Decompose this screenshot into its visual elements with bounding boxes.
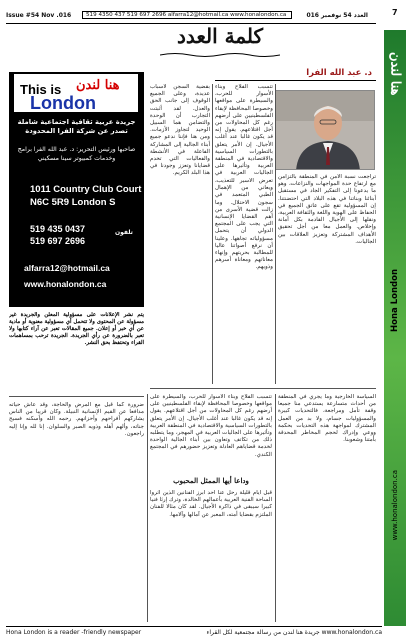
article-text-block: قبل أيام قليلة رحل عنا أحد أبرز الفنانين الذين أثروا الساحة الفنية العربية بأعمالهم الخالدة، وترك إرثا فنيا كبيرا سيبقى في ذاكرة الأجيال. لقد كان مثالا للفنان الملتزم بقضايا أمته، المعبر عن آمالها وآلامها. <box>150 490 272 518</box>
page-footer <box>6 626 382 638</box>
sidebar-name: Hona London <box>390 268 400 332</box>
column-divider <box>147 394 148 622</box>
green-sidebar <box>384 30 406 626</box>
masthead-email[interactable]: alfarra12@hotmail.ca <box>24 263 110 273</box>
masthead-disclaimer: يتم نشر الإعلانات على مسؤولية المعلن والجريدة غير مسؤولة عن المحتوى ولا تتحمل أي مسؤولية معنوية أو مادية عن أي خبر أو إعلان. جميع المقالات تعبر عن آراء كتابها ولا تعبر بالضرورة عن رأي الجريدة. الجريدة ترحب بمساهمات القراء وتحتفظ بحق النشر. <box>9 312 144 346</box>
author-photo <box>275 90 375 170</box>
issue-label-arabic: العدد 54 نوفمبر 016 <box>306 11 368 19</box>
title-ornament <box>160 52 280 58</box>
footer-right: جريدة هنا لندن من رسالة مجتمعية لكل القراء www.honalondon.ca <box>206 629 382 636</box>
masthead-address: 1011 Country Club Court N6C 5R9 London S <box>30 184 142 208</box>
column-divider <box>275 394 276 622</box>
author-name: د. عبد الله الفرا <box>306 68 372 78</box>
masthead-phones: 519 435 0437 519 697 2696 <box>30 224 86 246</box>
logo-arabic: هنا لندن <box>76 78 120 93</box>
article-text-block: تراجعت نسبة الأمن في المنطقة بالتزامن مع ارتفاع حدة المواجهات والنزاعات، وهو ما يدعونا إلى التفكير الجاد في مستقبل أبنائنا وبناتنا في هذه البلاد التي احتضنتنا. إن المسؤولية تقع على عاتق الجميع في الحفاظ على الهوية واللغة والثقافة العربية، ونقلها إلى الأجيال القادمة بكل أمانة وإخلاص. والعمل معا من أجل تحقيق الأهداف المشتركة وتعزيز العلاقات بين الجاليات. <box>278 174 376 245</box>
page-number: 7 <box>392 8 398 17</box>
masthead-description: جريدة عربية ثقافية اجتماعية شاملة تصدر عن شركة الفرا المحدودة <box>17 118 136 135</box>
footer-left: Hona London is a reader -friendly newspaper <box>6 629 142 636</box>
masthead-website[interactable]: www.honalondon.ca <box>24 279 107 289</box>
issue-label: Issue #54 Nov .016 <box>6 11 72 19</box>
article-text-block: تتسبب الفلاح وبناء الأسوار للحرب، والسيطرة على مواقعها وخصوصا المحافظة لإبقاء الفلسطينيين على أرضهم رغم كل المحاولات من أجل اقتلاعهم. يقول إنه قد يكون غالبا عند أغلب الأجيال. إن الأمر يتعلق بالتطورات السياسية والاقتصادية في المنطقة العربية وتأثيرها على الجاليات العربية في المهجر، وما يتطلبه ذلك من تكاتف وتعاون بين أبناء الجالية الواحدة لخدمة قضاياهم العادلة وتعزيز حضورهم في المجتمع الكندي. <box>150 394 272 458</box>
article-text-block: بقضية السجن لأسباب عديدة، وعلى الجميع الوقوف إلى جانب الحق والعدل. لقد أثبتت التجارب أن الوحدة والتضامن هما السبيل الوحيد لتجاوز الأزمات. ومن هنا فإننا ندعو جميع أبناء الجالية إلى المشاركة الفاعلة في الأنشطة والفعاليات التي تخدم قضايانا وتعزز وجودنا في هذا البلد الكريم. <box>150 84 210 177</box>
subheading: وداعا أيها الممثل المحبوب <box>173 476 249 485</box>
article-title: كلمة العدد <box>176 24 264 48</box>
phone-label: تلفون <box>115 229 133 236</box>
masthead-editor: صاحبها ورئيس التحرير: د. عبد الله الفرا برامج وخدمات كمبيوتر سينا مسكيني <box>17 146 136 162</box>
logo-this-is: This is <box>20 82 62 97</box>
article-text-block: ضرورة كما قيل مع المرض والحاجة، وقد عاش حياته مدافعا عن القيم الإنسانية النبيلة. وكان قريبا من الناس يشاركهم أفراحهم وأحزانهم. رحمه الله وأسكنه فسيح جناته، وألهم أهله وذويه الصبر والسلوان. إنا لله وإنا إليه راجعون. <box>9 402 144 437</box>
sidebar-url: www.honalondon.ca <box>391 469 399 541</box>
section-divider <box>9 396 144 397</box>
header-strip <box>6 9 376 21</box>
sidebar-logo: هنا لندن <box>387 52 403 96</box>
article-text-block: تعرض الأسير للتعذيب، ويعاني من الإهمال الطبي المتعمد في سجون الاحتلال. وما زالت قضية الأسرى من أهم القضايا الإنسانية التي يجب على المجتمع الدولي أن يتحمل مسؤولياته تجاهها. وعلينا أن نرفع أصواتنا عاليا للمطالبة بحريتهم وإنهاء معاناتهم ومعاناة أسرهم وذويهم. <box>215 178 273 271</box>
author-rule <box>215 80 376 81</box>
logo-london: London <box>30 93 96 113</box>
column-divider <box>212 84 213 384</box>
newspaper-logo <box>14 74 138 112</box>
contact-strip: 519 4350 437 519 697 2696 alfarra12@hotmail.ca www.honalondon.ca <box>82 11 292 19</box>
article-text-block: تتسبب الفلاح وبناء الأسوار للحرب، والسيطرة على مواقعها وخصوصا المحافظة لإبقاء الفلسطينيين على أرضهم رغم كل المحاولات من أجل اقتلاعهم. يقول إنه قد يكون غالبا عند أغلب الأجيال. إن الأمر يتعلق بالتطورات السياسية والاقتصادية في المنطقة العربية وتأثيرها على الجاليات العربية في <box>215 84 273 176</box>
section-divider <box>150 388 376 389</box>
column-divider <box>275 84 276 384</box>
article-text-block: السياسة الخارجية وما يجري في المنطقة من أحداث متسارعة يستدعي منا جميعا وقفة تأمل ومراجعة، فالتحديات كبيرة والمسؤوليات جسام، ولا بد من العمل المشترك لمواجهة هذه التحديات بحكمة ووعي وإدراك لحجم المخاطر المحدقة بأمتنا وشعوبنا. <box>278 394 376 444</box>
